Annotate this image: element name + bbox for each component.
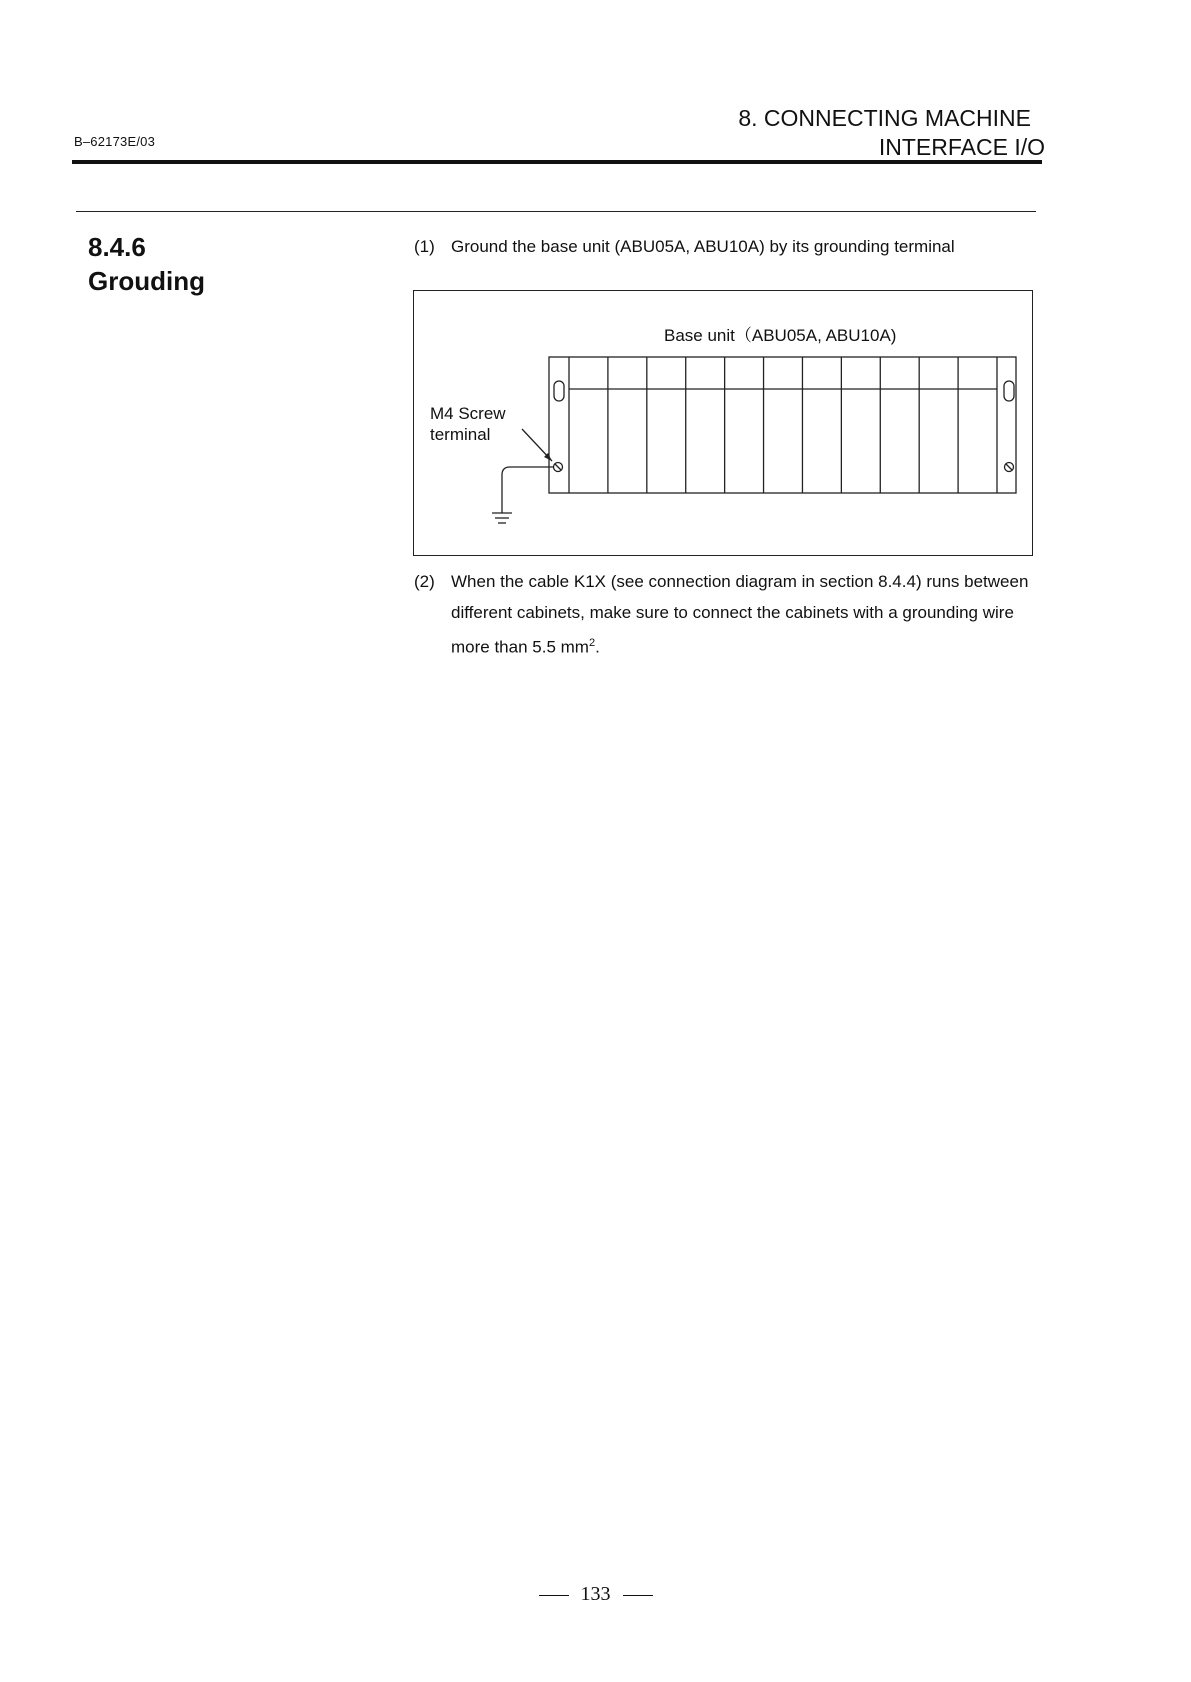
page-number: 133 [580, 1583, 611, 1605]
list-item-number: (1) [414, 237, 435, 256]
right-mounting-hole-icon [1004, 381, 1014, 401]
left-screw-slot [555, 464, 561, 470]
list-item-text-end: . [595, 637, 600, 657]
screw-terminal-label-line2: terminal [430, 425, 491, 444]
list-item-text-main: When the cable K1X (see connection diagram in section 8.4.4) runs between different cabinets, make sure to connect the cabinets with a grounding wire more than 5.5 mm [451, 572, 1029, 657]
page-number-dash-left [539, 1595, 569, 1596]
left-mounting-hole-icon [554, 381, 564, 401]
chapter-title-line1: 8. CONNECTING MACHINE [738, 105, 1031, 131]
chapter-title-line2: INTERFACE I/O [878, 134, 1045, 160]
page-footer [0, 1583, 1191, 1606]
right-screw-slot [1006, 464, 1012, 470]
list-item-text: Ground the base unit (ABU05A, ABU10A) by its grounding terminal [451, 237, 955, 256]
section-title: Grouding [88, 266, 205, 296]
document-id: B–62173E/03 [74, 134, 155, 149]
figure-caption: Base unit（ABU05A, ABU10A) [664, 326, 897, 345]
section-number: 8.4.6 [88, 232, 146, 262]
page-number-dash-right [623, 1595, 653, 1596]
base-unit-rack [549, 357, 1016, 493]
list-item-number: (2) [414, 572, 435, 591]
base-unit-grounding-figure [413, 290, 1033, 556]
list-item-1 [414, 231, 1044, 262]
section-rule [76, 211, 1036, 212]
ground-wire [502, 467, 554, 513]
list-item-text [451, 566, 1044, 663]
slot-dividers [608, 357, 958, 493]
base-unit-diagram [414, 291, 1034, 557]
header-rule [72, 160, 1042, 164]
screw-terminal-label-line1: M4 Screw [430, 404, 506, 423]
chapter-title [738, 104, 1045, 162]
list-item-2 [414, 566, 1044, 663]
superscript-2: 2 [588, 637, 596, 649]
